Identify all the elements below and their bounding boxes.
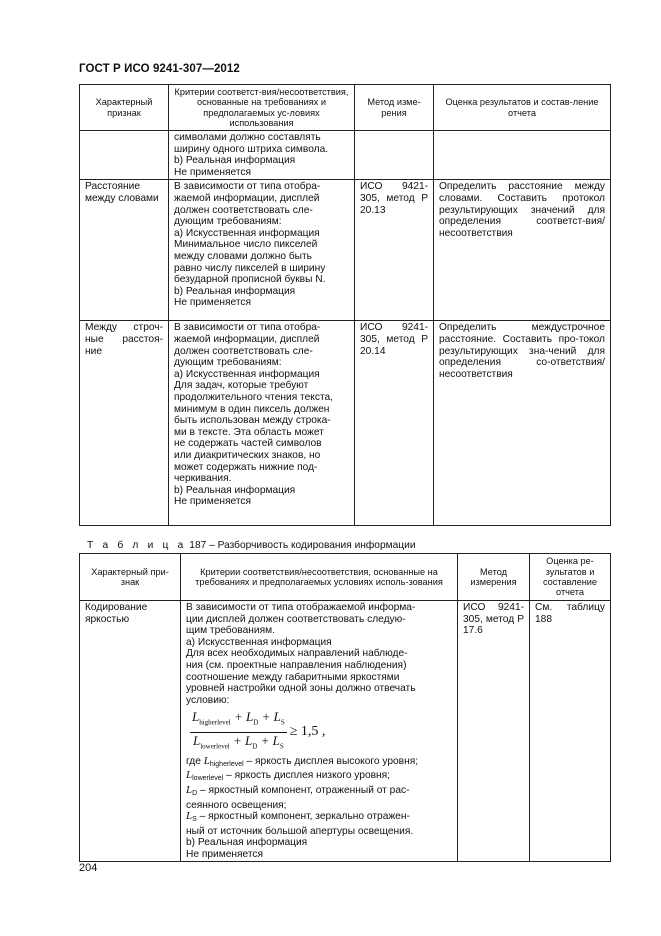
text-line: ния (см. проектные направления наблюдения) (186, 659, 407, 671)
definition-line: ный от источник большой апертуры освещения. (186, 825, 414, 837)
col-header-feature: Характерный при-знак (80, 554, 181, 601)
text-line: В зависимости от типа отобра- (174, 322, 321, 334)
formula-fraction (190, 711, 287, 752)
criteria-cell (169, 131, 355, 180)
definition-line: сеянного освещения; (186, 799, 287, 811)
def-text: – яркостный компонент, зеркально отражен- (196, 811, 410, 823)
subscript: lowerlevel (200, 742, 230, 751)
eval-cell: Определить расстояние между словами. Составить протокол результирующих значений для определения соответст-вия/несоответствия (434, 180, 611, 321)
subscript: higherlevel (209, 760, 244, 768)
text-line: дующим требованиям: (174, 216, 282, 228)
text-line: должен соответствовать сле- (174, 204, 313, 216)
symbol-l: L (192, 709, 200, 725)
text-line: b) Реальная информация (174, 155, 296, 167)
text-line: не содержать частей символов (174, 438, 322, 450)
definition-line (186, 811, 452, 826)
criteria-cell (169, 321, 355, 526)
caption-prefix: Т а б л и ц а (87, 540, 187, 551)
symbol-l: L (186, 783, 193, 796)
text-line: b) Реальная информация (174, 484, 296, 496)
text-line: соотношение между габаритными яркостями (186, 671, 400, 683)
text-line: Не применяется (174, 297, 252, 309)
text-line: b) Реальная информация (174, 285, 296, 297)
symbol-l: L (273, 709, 281, 725)
method-cell (355, 131, 434, 180)
subscript: S (279, 742, 284, 751)
col-header-criteria: Критерии соответствия/несоответствия, основанные на требованиях и предполагаемых условиях исполь-зования (181, 554, 458, 601)
feature-cell: Между строч-ные расстоя-ние (80, 321, 169, 526)
table-187 (79, 553, 611, 862)
text-line: В зависимости от типа отображаемой информа- (186, 602, 416, 613)
text-line: В зависимости от типа отобра- (174, 181, 321, 193)
table-caption (87, 540, 416, 551)
text-line: Не применяется (186, 848, 264, 860)
text-line: щим требованиям. (186, 625, 275, 637)
formula-numerator: $L_{higherlevel} + L_D + L_S$ (190, 711, 287, 732)
subscript: D (252, 742, 258, 751)
text-line: безударной прописной буквы N. (174, 274, 326, 286)
criteria-cell (181, 601, 458, 862)
symbol-l: L (203, 754, 210, 767)
text-line: быть использован между строка- (174, 415, 331, 427)
def-prefix: где (186, 755, 204, 767)
method-cell: ИСО 9241-305, метод Р 20.14 (355, 321, 434, 526)
def-text: – яркостный компонент, отраженный от рас- (197, 784, 410, 796)
text-line: Для задач, которые требуют (174, 380, 309, 392)
method-cell: ИСО 9421-305, метод Р 20.13 (355, 180, 434, 321)
col-header-method: Метод измерения (458, 554, 530, 601)
symbol-l: L (272, 732, 280, 748)
text-line: черкивания. (174, 473, 232, 485)
text-line: может содержать нижние под- (174, 461, 318, 473)
text-line: должен соответствовать сле- (174, 345, 313, 357)
luminance-formula (190, 711, 452, 752)
text-line: Не применяется (174, 166, 252, 178)
text-line: символами должно составлять (174, 132, 321, 143)
text-line: а) Искусственная информация (174, 227, 320, 239)
symbol-l: L (186, 810, 193, 823)
definition-line (186, 785, 452, 800)
eval-cell (434, 131, 611, 180)
def-text: – яркость дисплея низкого уровня; (223, 770, 391, 782)
subscript: D (192, 789, 198, 797)
text-line: а) Искусственная информация (174, 368, 320, 380)
symbol-l: L (245, 732, 253, 748)
document-header: ГОСТ Р ИСО 9241-307—2012 (79, 63, 240, 75)
page-number: 204 (79, 862, 98, 874)
text-line: ми в тексте. Эта область может (174, 426, 324, 438)
feature-cell (80, 131, 169, 180)
table-row (80, 180, 611, 321)
text-line: Не применяется (174, 496, 252, 508)
subscript: D (253, 718, 259, 727)
text-line: Для всех необходимых направлений наблюде- (186, 648, 408, 660)
def-text: – яркость дисплея высокого уровня; (243, 755, 419, 767)
col-header-criteria: Критерии соответст-вия/несоответствия, основанные на требованиях и предполагаемых ус-ловиях использования (169, 85, 355, 131)
formula-denominator: $L_{lowerlevel} + L_D + L_S$ (192, 732, 284, 751)
subscript: higherlevel (199, 718, 231, 727)
text-line: равно числу пикселей в ширину (174, 262, 326, 274)
definition-line (186, 756, 452, 771)
table-row (80, 321, 611, 526)
text-line: или диакритических знаков, но (174, 449, 321, 461)
caption-text: 187 – Разборчивость кодирования информации (189, 540, 416, 551)
text-line: жаемой информации, дисплей (174, 192, 320, 204)
eval-cell: Определить междустрочное расстояние. Составить про-токол результирующих зна-чений для определения со-ответствия/несоответствия (434, 321, 611, 526)
col-header-eval: Оценка результатов и состав-ление отчета (434, 85, 611, 131)
symbol-l: L (192, 732, 201, 748)
col-header-feature: Характерный признак (80, 85, 169, 131)
text-line: ширину одного штриха символа. (174, 143, 329, 155)
table-continued (79, 84, 611, 526)
text-line: минимум в один пиксель должен (174, 403, 330, 415)
subscript: lowerlevel (192, 775, 224, 783)
text-line: условию: (186, 694, 230, 706)
text-line: Минимальное число пикселей (174, 239, 318, 251)
col-header-method: Метод изме-рения (355, 85, 434, 131)
subscript: S (280, 718, 285, 727)
table-row (80, 601, 611, 862)
definition-line (186, 770, 452, 785)
text-line: ции дисплей должен соответствовать следую- (186, 613, 406, 625)
table-row (80, 131, 611, 180)
text-line: а) Искусственная информация (186, 636, 332, 648)
text-line: жаемой информации, дисплей (174, 333, 320, 345)
text-line: уровней настройки одной зоны должно отвечать (186, 683, 416, 695)
method-cell: ИСО 9241-305, метод Р 17.6 (458, 601, 530, 862)
eval-cell: См. таблицу 188 (530, 601, 611, 862)
symbol-l: L (246, 709, 254, 725)
symbol-l: L (186, 769, 193, 782)
text-line: дующим требованиям: (174, 357, 282, 369)
text-line: между словами должно быть (174, 250, 312, 262)
criteria-cell (169, 180, 355, 321)
col-header-eval: Оценка ре-зультатов и составление отчета (530, 554, 611, 601)
feature-cell: Кодирование яркостью (80, 601, 181, 862)
text-line: продолжительного чтения текста, (174, 391, 333, 403)
formula-rhs: ≥ 1,5 , (289, 724, 326, 740)
feature-cell: Расстояние между словами (80, 180, 169, 321)
subscript: S (192, 816, 197, 824)
text-line: b) Реальная информация (186, 837, 308, 849)
